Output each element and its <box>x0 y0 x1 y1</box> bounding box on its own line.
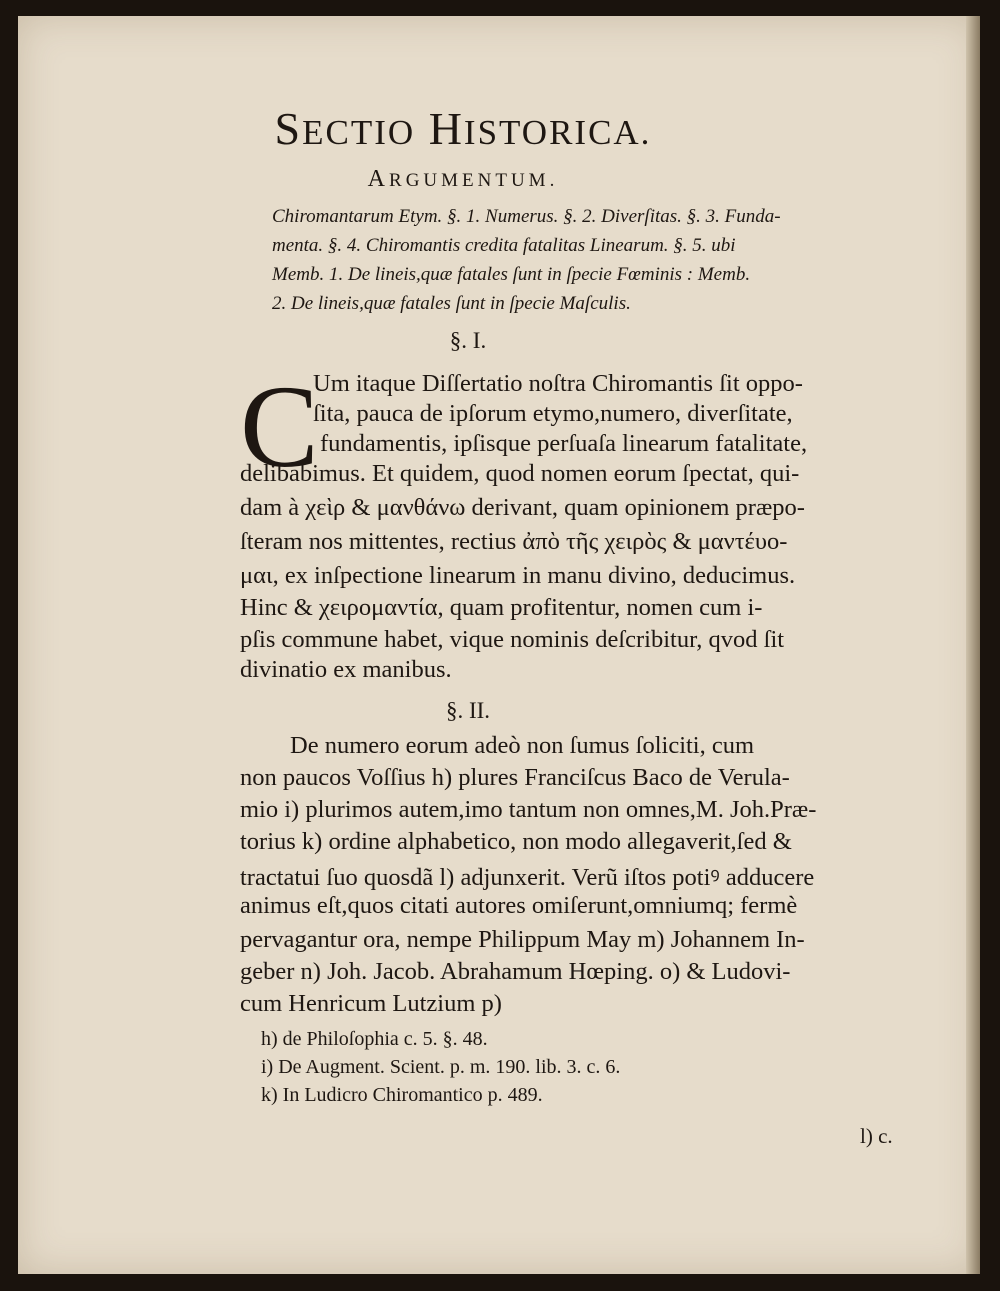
body-line: divinatio ex manibus. <box>240 656 452 683</box>
body-line: cum Henricum Lutzium p) <box>240 990 502 1017</box>
summary-line: 2. De lineis,quæ fatales ſunt in ſpecie Maſculis. <box>272 293 631 314</box>
body-line: mio i) plurimos autem,imo tantum non omnes,M. Joh.Præ- <box>240 796 817 823</box>
title-initial-1: S <box>274 103 303 154</box>
body-line: geber n) Joh. Jacob. Abrahamum Hœping. o) & Ludovi- <box>240 958 791 985</box>
argument-rest: RGUMENTUM. <box>389 170 559 191</box>
body-line: pervagantur ora, nempe Philippum May m) Johannem In- <box>240 926 805 953</box>
page-spine-shadow <box>966 16 980 1274</box>
title-initial-2: H <box>428 103 464 154</box>
page-title <box>18 102 908 155</box>
section-1-heading: §. I. <box>449 328 487 353</box>
body-line: fundamentis, ipſisque perſuaſa linearum fatalitate, <box>320 430 808 457</box>
body-line: dam à χεὶρ & μανθάνω derivant, quam opinionem præpo- <box>240 494 805 521</box>
drop-cap: C <box>240 361 319 492</box>
body-line: tractatui ſuo quosdã l) adjunxerit. Verũ iſtos potiꝰ adducere <box>240 864 815 891</box>
summary-line: menta. §. 4. Chiromantis credita fatalitas Linearum. §. 5. ubi <box>272 235 736 256</box>
body-line: non paucos Voſſius h) plures Franciſcus Baco de Verula- <box>240 764 790 791</box>
body-line: ſteram nos mittentes, rectius ἀπὸ τῆς χειρὸς & μαντέυο- <box>240 528 788 555</box>
body-line: Hinc & χειρομαντία, quam profitentur, nomen cum i- <box>240 594 763 621</box>
title-rest-1: ECTIO <box>302 113 416 152</box>
footnote: h) de Philoſophia c. 5. §. 48. <box>261 1028 488 1050</box>
section-2-heading: §. II. <box>445 698 491 723</box>
book-page <box>18 16 980 1274</box>
body-line: delibabimus. Et quidem, quod nomen eorum ſpectat, qui- <box>240 460 800 487</box>
body-line: De numero eorum adeò non ſumus ſoliciti, cum <box>290 732 755 759</box>
footnote: k) In Ludicro Chiromantico p. 489. <box>261 1084 543 1106</box>
body-line: animus eſt,quos citati autores omiſerunt,omniumq; fermè <box>240 892 798 919</box>
argument-initial: A <box>367 166 390 192</box>
footnote: i) De Augment. Scient. p. m. 190. lib. 3. c. 6. <box>261 1056 621 1078</box>
catchword: l) c. <box>860 1124 893 1148</box>
body-line: ſita, pauca de ipſorum etymo,numero, diverſitate, <box>313 400 793 427</box>
summary-line: Memb. 1. De lineis,quæ fatales ſunt in ſpecie Fœminis : Memb. <box>272 264 751 285</box>
summary-line: Chiromantarum Etym. §. 1. Numerus. §. 2. Diverſitas. §. 3. Funda- <box>272 206 781 227</box>
body-line: Um itaque Diſſertatio noſtra Chiromantis ſit oppo- <box>313 370 803 397</box>
body-line: torius k) ordine alphabetico, non modo allegaverit,ſed & <box>240 828 792 855</box>
body-line: μαι, ex inſpectione linearum in manu divino, deducimus. <box>240 562 796 589</box>
title-rest-2: ISTORICA. <box>463 113 652 152</box>
argument-heading <box>18 166 908 193</box>
body-line: pſis commune habet, vique nominis deſcribitur, qvod ſit <box>240 626 785 653</box>
